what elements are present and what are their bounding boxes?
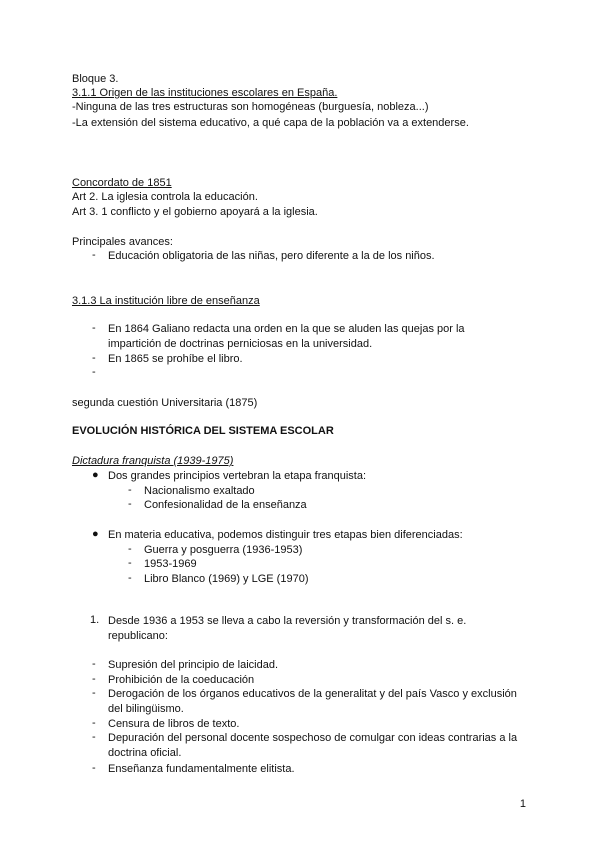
list-item [0,352,600,366]
list-item-text: Educación obligatoria de las niñas, pero diferente a la de los niños. [108,250,435,262]
sub-list-text: Nacionalismo exaltado [144,485,255,497]
dictadura-subtitle: Dictadura franquista (1939-1975) [72,455,234,467]
dash-marker: - [92,687,96,699]
dash-marker: - [92,322,96,334]
dash-marker: - [92,249,96,261]
list-item [0,322,600,350]
list-item-text: impartición de doctrinas perniciosas en la universidad. [108,338,373,350]
evolucion-title: EVOLUCIÓN HISTÓRICA DEL SISTEMA ESCOLAR [72,425,334,437]
list-item [0,249,600,263]
list-item-text: Prohibición de la coeducación [108,674,255,686]
list-item-text: Derogación de los órganos educativos de la generalitat y del país Vasco y exclusión [108,688,517,700]
dash-marker: - [92,731,96,743]
segunda-cuestion: segunda cuestión Universitaria (1875) [72,397,258,409]
dash-marker: - [92,717,96,729]
section-3-1-1-line: -Ninguna de las tres estructuras son homogéneas (burguesía, nobleza...) [72,101,429,113]
list-item-text: Depuración del personal docente sospechoso de comulgar con ideas contrarias a la [108,732,518,744]
sub-list-text: Guerra y posguerra (1936-1953) [144,544,303,556]
bullet-text: Dos grandes principios vertebran la etapa franquista: [108,470,367,482]
dash-marker: - [92,352,96,364]
list-item [0,731,600,761]
dash-marker: - [128,484,132,496]
block-label: Bloque 3. [72,73,119,85]
section-3-1-1-line: -La extensión del sistema educativo, a qué capa de la población va a extenderse. [72,117,469,129]
section-3-1-3-heading: 3.1.3 La institución libre de enseñanza [72,295,260,307]
dash-marker: - [92,366,96,378]
dash-marker: - [128,557,132,569]
bullet-icon: ● [92,528,99,540]
dash-marker: - [128,543,132,555]
sub-list-text: Libro Blanco (1969) y LGE (1970) [144,573,309,585]
concordato-line: Art 3. 1 conflicto y el gobierno apoyará a la iglesia. [72,206,318,218]
numbered-text: republicano: [108,630,168,642]
sub-list-item [0,543,600,557]
sub-list-text: Confesionalidad de la enseñanza [144,499,307,511]
list-item-text: del bilingüismo. [108,703,184,715]
numbered-item [0,614,600,644]
dash-marker: - [92,658,96,670]
number-marker: 1. [90,614,100,626]
list-item [0,658,600,672]
list-item [0,762,600,776]
concordato-heading: Concordato de 1851 [72,177,172,189]
sub-list-item [0,557,600,571]
list-item-text: Supresión del principio de laicidad. [108,659,278,671]
bullet-icon: ● [92,469,99,481]
sub-list-item [0,484,600,498]
dash-marker: - [128,498,132,510]
page-number: 1 [519,798,526,810]
dash-marker: - [128,572,132,584]
section-3-1-1-heading: 3.1.1 Origen de las instituciones escolares en España. [72,87,338,99]
bullet-item [0,528,600,542]
bullet-text: En materia educativa, podemos distinguir tres etapas bien diferenciadas: [108,529,463,541]
avances-heading: Principales avances: [72,236,173,248]
list-item [0,366,600,380]
list-item [0,717,600,731]
list-item [0,687,600,717]
bullet-item [0,469,600,483]
list-item-text: En 1865 se prohíbe el libro. [108,353,243,365]
list-item-text: doctrina oficial. [108,747,182,759]
sub-list-item [0,498,600,512]
list-item-text: Censura de libros de texto. [108,718,240,730]
list-item-text: En 1864 Galiano redacta una orden en la que se aluden las quejas por la [108,323,465,335]
numbered-text: Desde 1936 a 1953 se lleva a cabo la reversión y transformación del s. e. [108,615,467,627]
concordato-line: Art 2. La iglesia controla la educación. [72,191,258,203]
dash-marker: - [92,762,96,774]
sub-list-item [0,572,600,586]
list-item-text: Enseñanza fundamentalmente elitista. [108,763,295,775]
dash-marker: - [92,673,96,685]
list-item [0,673,600,687]
sub-list-text: 1953-1969 [144,558,197,570]
